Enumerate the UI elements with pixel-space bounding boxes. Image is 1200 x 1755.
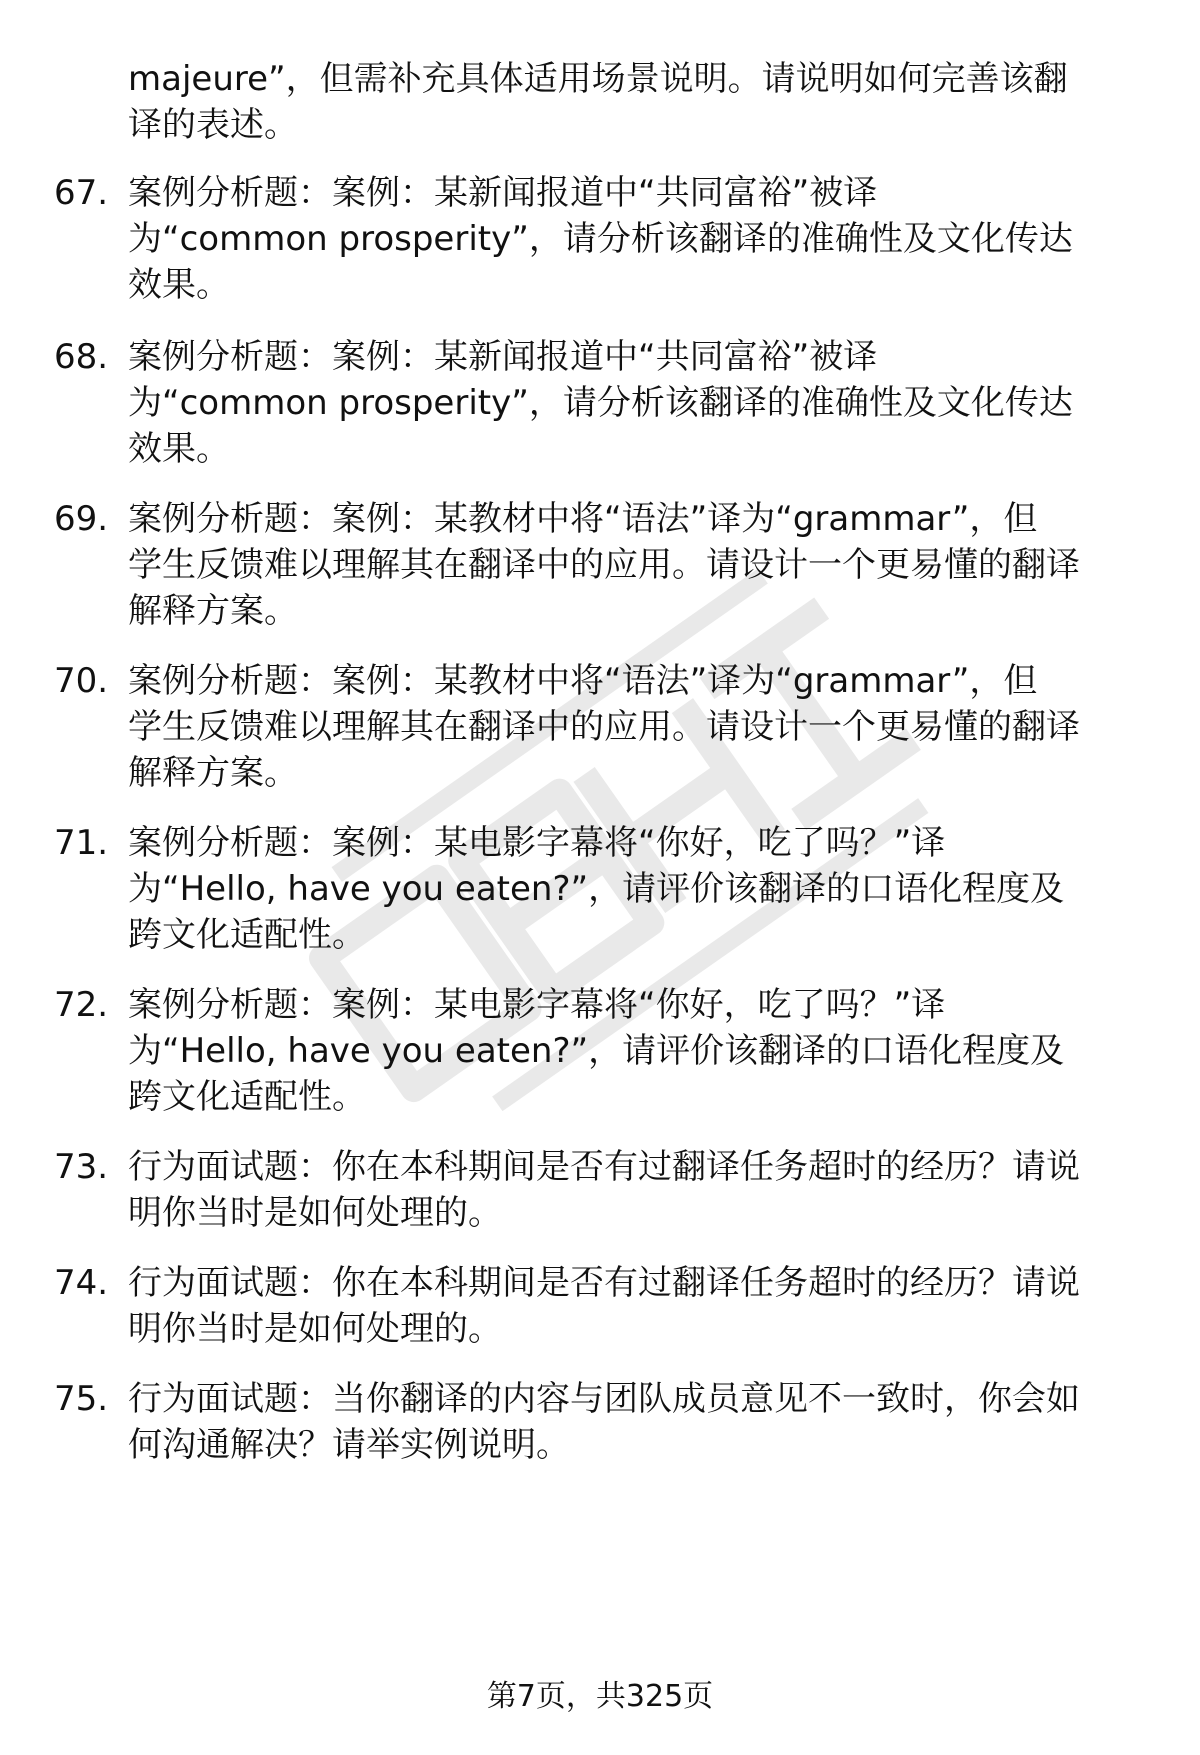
question-item-73: [40, 1144, 1160, 1236]
question-line: 行为面试题：你在本科期间是否有过翻译任务超时的经历？请说: [128, 1263, 1080, 1303]
question-line: 明你当时是如何处理的。: [128, 1193, 502, 1233]
question-item-75: [40, 1376, 1160, 1468]
question-number: 72.: [54, 985, 109, 1025]
question-number: 69.: [54, 499, 109, 539]
question-line: 案例分析题：案例：某新闻报道中“共同富裕”被译: [128, 173, 878, 213]
question-item-68: [40, 334, 1160, 472]
question-line: 为“common prosperity”，请分析该翻译的准确性及文化传达: [128, 383, 1073, 423]
question-item-72: [40, 982, 1160, 1120]
page-footer: [0, 1677, 1200, 1717]
question-item-70: [40, 658, 1160, 796]
question-line: 案例分析题：案例：某电影字幕将“你好，吃了吗？”译: [128, 985, 946, 1025]
question-line: 行为面试题：你在本科期间是否有过翻译任务超时的经历？请说: [128, 1147, 1080, 1187]
question-number: 75.: [54, 1379, 109, 1419]
question-line: 学生反馈难以理解其在翻译中的应用。请设计一个更易懂的翻译: [128, 707, 1080, 747]
question-line: 跨文化适配性。: [128, 915, 366, 955]
question-line: 为“Hello, have you eaten?”，请评价该翻译的口语化程度及: [128, 869, 1065, 909]
question-line: 效果。: [128, 265, 230, 305]
page-number-label: 第7页，共325页: [486, 1679, 714, 1714]
question-line: 效果。: [128, 429, 230, 469]
question-number: 70.: [54, 661, 109, 701]
question-line: 行为面试题：当你翻译的内容与团队成员意见不一致时，你会如: [128, 1379, 1080, 1419]
question-line: 为“Hello, have you eaten?”，请评价该翻译的口语化程度及: [128, 1031, 1065, 1071]
question-number: 68.: [54, 337, 109, 377]
question-number: 74.: [54, 1263, 109, 1303]
question-line: 解释方案。: [128, 753, 298, 793]
question-number: 67.: [54, 173, 109, 213]
intro-line: majeure”，但需补充具体适用场景说明。请说明如何完善该翻: [128, 59, 1068, 99]
question-line: 何沟通解决？请举实例说明。: [128, 1425, 570, 1465]
question-line: 解释方案。: [128, 591, 298, 631]
question-item-71: [40, 820, 1160, 958]
question-number: 71.: [54, 823, 109, 863]
question-line: 案例分析题：案例：某新闻报道中“共同富裕”被译: [128, 337, 878, 377]
question-line: 案例分析题：案例：某教材中将“语法”译为“grammar”，但: [128, 499, 1038, 539]
question-item-74: [40, 1260, 1160, 1352]
question-line: 案例分析题：案例：某教材中将“语法”译为“grammar”，但: [128, 661, 1038, 701]
question-line: 为“common prosperity”，请分析该翻译的准确性及文化传达: [128, 219, 1073, 259]
question-item-67: [40, 170, 1160, 308]
question-number: 73.: [54, 1147, 109, 1187]
question-item-69: [40, 496, 1160, 634]
question-line: 案例分析题：案例：某电影字幕将“你好，吃了吗？”译: [128, 823, 946, 863]
intro-paragraph: [40, 56, 1160, 148]
intro-line: 译的表述。: [128, 105, 298, 145]
question-line: 学生反馈难以理解其在翻译中的应用。请设计一个更易懂的翻译: [128, 545, 1080, 585]
question-line: 明你当时是如何处理的。: [128, 1309, 502, 1349]
question-line: 跨文化适配性。: [128, 1077, 366, 1117]
